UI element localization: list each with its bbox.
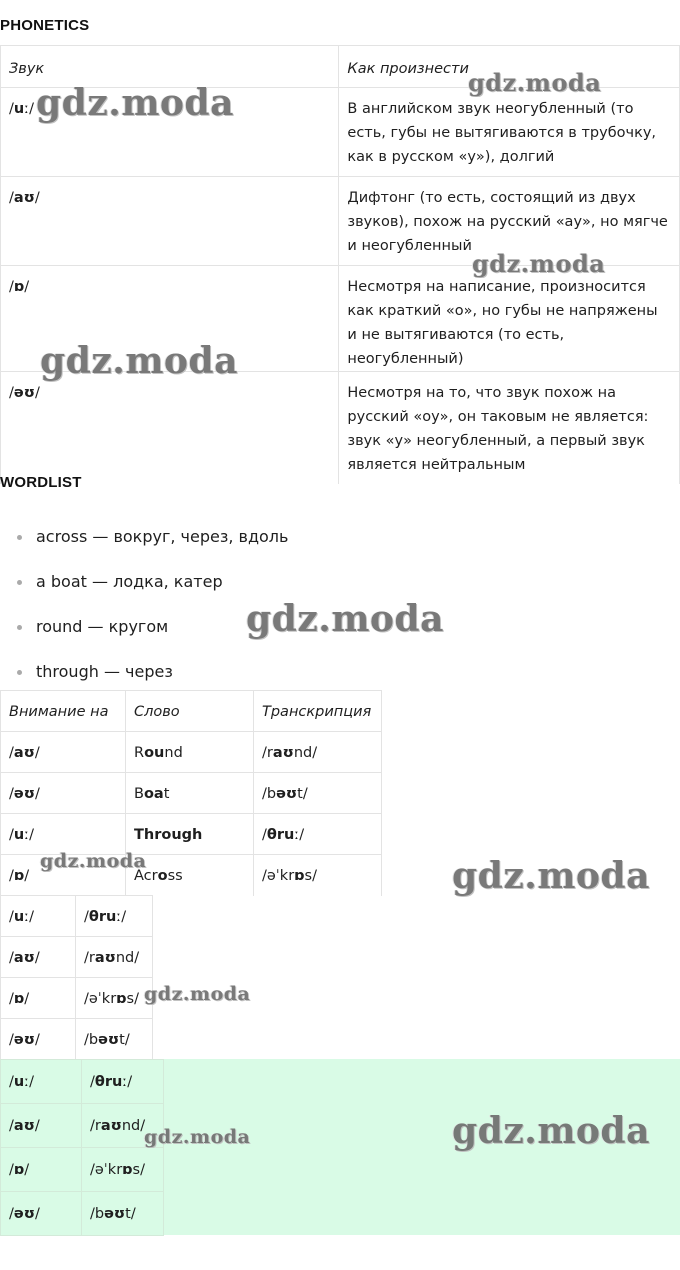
list-item: round — кругом <box>0 604 288 649</box>
sound-cell: /ɒ/ <box>1 855 126 896</box>
table-row <box>1 266 680 372</box>
table-row <box>1 732 382 773</box>
pair-table <box>0 895 153 1060</box>
sound-cell: /uː/ <box>1 88 339 177</box>
how-cell: Несмотря на то, что звук похож на русский «оу», он таковым не является: звук «у» неогубленный, а первый звук является нейтральным <box>339 372 680 484</box>
sound-cell: /uː/ <box>1 1060 82 1104</box>
table-row <box>1 1192 164 1236</box>
table-row <box>1 1019 153 1060</box>
sound-cell: /uː/ <box>1 814 126 855</box>
sound-cell: /əʊ/ <box>1 1019 76 1060</box>
wordlist <box>0 514 288 694</box>
transcription-cell: /θruː/ <box>254 814 382 855</box>
word-cell: Across <box>126 855 254 896</box>
sound-cell: /ɒ/ <box>1 978 76 1019</box>
sound-cell: /uː/ <box>1 896 76 937</box>
watermark: gdz.moda <box>36 82 234 124</box>
transcription-cell: /raʊnd/ <box>76 937 153 978</box>
transcription-cell: /bəʊt/ <box>82 1192 164 1236</box>
watermark: gdz.moda <box>144 983 251 1005</box>
col-sound: Звук <box>1 46 339 88</box>
transcription-cell: /raʊnd/ <box>82 1104 164 1148</box>
attention-table <box>0 690 382 896</box>
sound-cell: /aʊ/ <box>1 177 339 266</box>
table-row <box>1 1060 164 1104</box>
sound-cell: /əʊ/ <box>1 773 126 814</box>
table-row <box>1 855 382 896</box>
answer-table <box>0 1059 164 1236</box>
list-item: across — вокруг, через, вдоль <box>0 514 288 559</box>
sound-cell: /aʊ/ <box>1 937 76 978</box>
sound-cell: /aʊ/ <box>1 732 126 773</box>
col-attention: Внимание на <box>1 691 126 732</box>
col-how: Как произнести <box>339 46 680 88</box>
list-item: a boat — лодка, катер <box>0 559 288 604</box>
list-item: through — через <box>0 649 288 694</box>
watermark: gdz.moda <box>452 1110 650 1152</box>
word-cell: Through <box>126 814 254 855</box>
how-cell: В английском звук неогубленный (то есть, губы не вытягиваются в трубочку, как в русском «у»), долгий <box>339 88 680 177</box>
watermark: gdz.moda <box>144 1126 251 1148</box>
transcription-cell: /raʊnd/ <box>254 732 382 773</box>
table-header-row <box>1 46 680 88</box>
transcription-cell: /əˈkrɒs/ <box>82 1148 164 1192</box>
table-row <box>1 773 382 814</box>
table-header-row <box>1 691 382 732</box>
sound-cell: /ɒ/ <box>1 1148 82 1192</box>
table-row <box>1 937 153 978</box>
watermark: gdz.moda <box>472 249 606 278</box>
transcription-cell: /θruː/ <box>82 1060 164 1104</box>
table-row <box>1 1104 164 1148</box>
watermark: gdz.moda <box>40 340 238 382</box>
wordlist-heading: WORDLIST <box>0 474 82 491</box>
sound-cell: /əʊ/ <box>1 372 339 484</box>
how-cell: Дифтонг (то есть, состоящий из двух звуков), похож на русский «ау», но мягче и неогубленный <box>339 177 680 266</box>
transcription-cell: /bəʊt/ <box>254 773 382 814</box>
sound-cell: /ɒ/ <box>1 266 339 372</box>
watermark: gdz.moda <box>452 855 650 897</box>
sound-cell: /aʊ/ <box>1 1104 82 1148</box>
table-row <box>1 814 382 855</box>
table-row <box>1 978 153 1019</box>
transcription-cell: /əˈkrɒs/ <box>254 855 382 896</box>
col-word: Слово <box>126 691 254 732</box>
table-row <box>1 372 680 484</box>
transcription-cell: /θruː/ <box>76 896 153 937</box>
table-row <box>1 1148 164 1192</box>
watermark: gdz.moda <box>468 68 602 97</box>
table-row <box>1 896 153 937</box>
col-transcription: Транскрипция <box>254 691 382 732</box>
table-row <box>1 177 680 266</box>
word-cell: Round <box>126 732 254 773</box>
watermark: gdz.moda <box>246 598 444 640</box>
phonetics-table <box>0 45 680 484</box>
sound-cell: /əʊ/ <box>1 1192 82 1236</box>
phonetics-heading: PHONETICS <box>0 17 90 34</box>
how-cell: Несмотря на написание, произносится как краткий «о», но губы не напряжены и не вытягиваются (то есть, неогубленный) <box>339 266 680 372</box>
watermark: gdz.moda <box>40 850 147 872</box>
table-row <box>1 88 680 177</box>
word-cell: Boat <box>126 773 254 814</box>
transcription-cell: /bəʊt/ <box>76 1019 153 1060</box>
transcription-cell: /əˈkrɒs/ <box>76 978 153 1019</box>
